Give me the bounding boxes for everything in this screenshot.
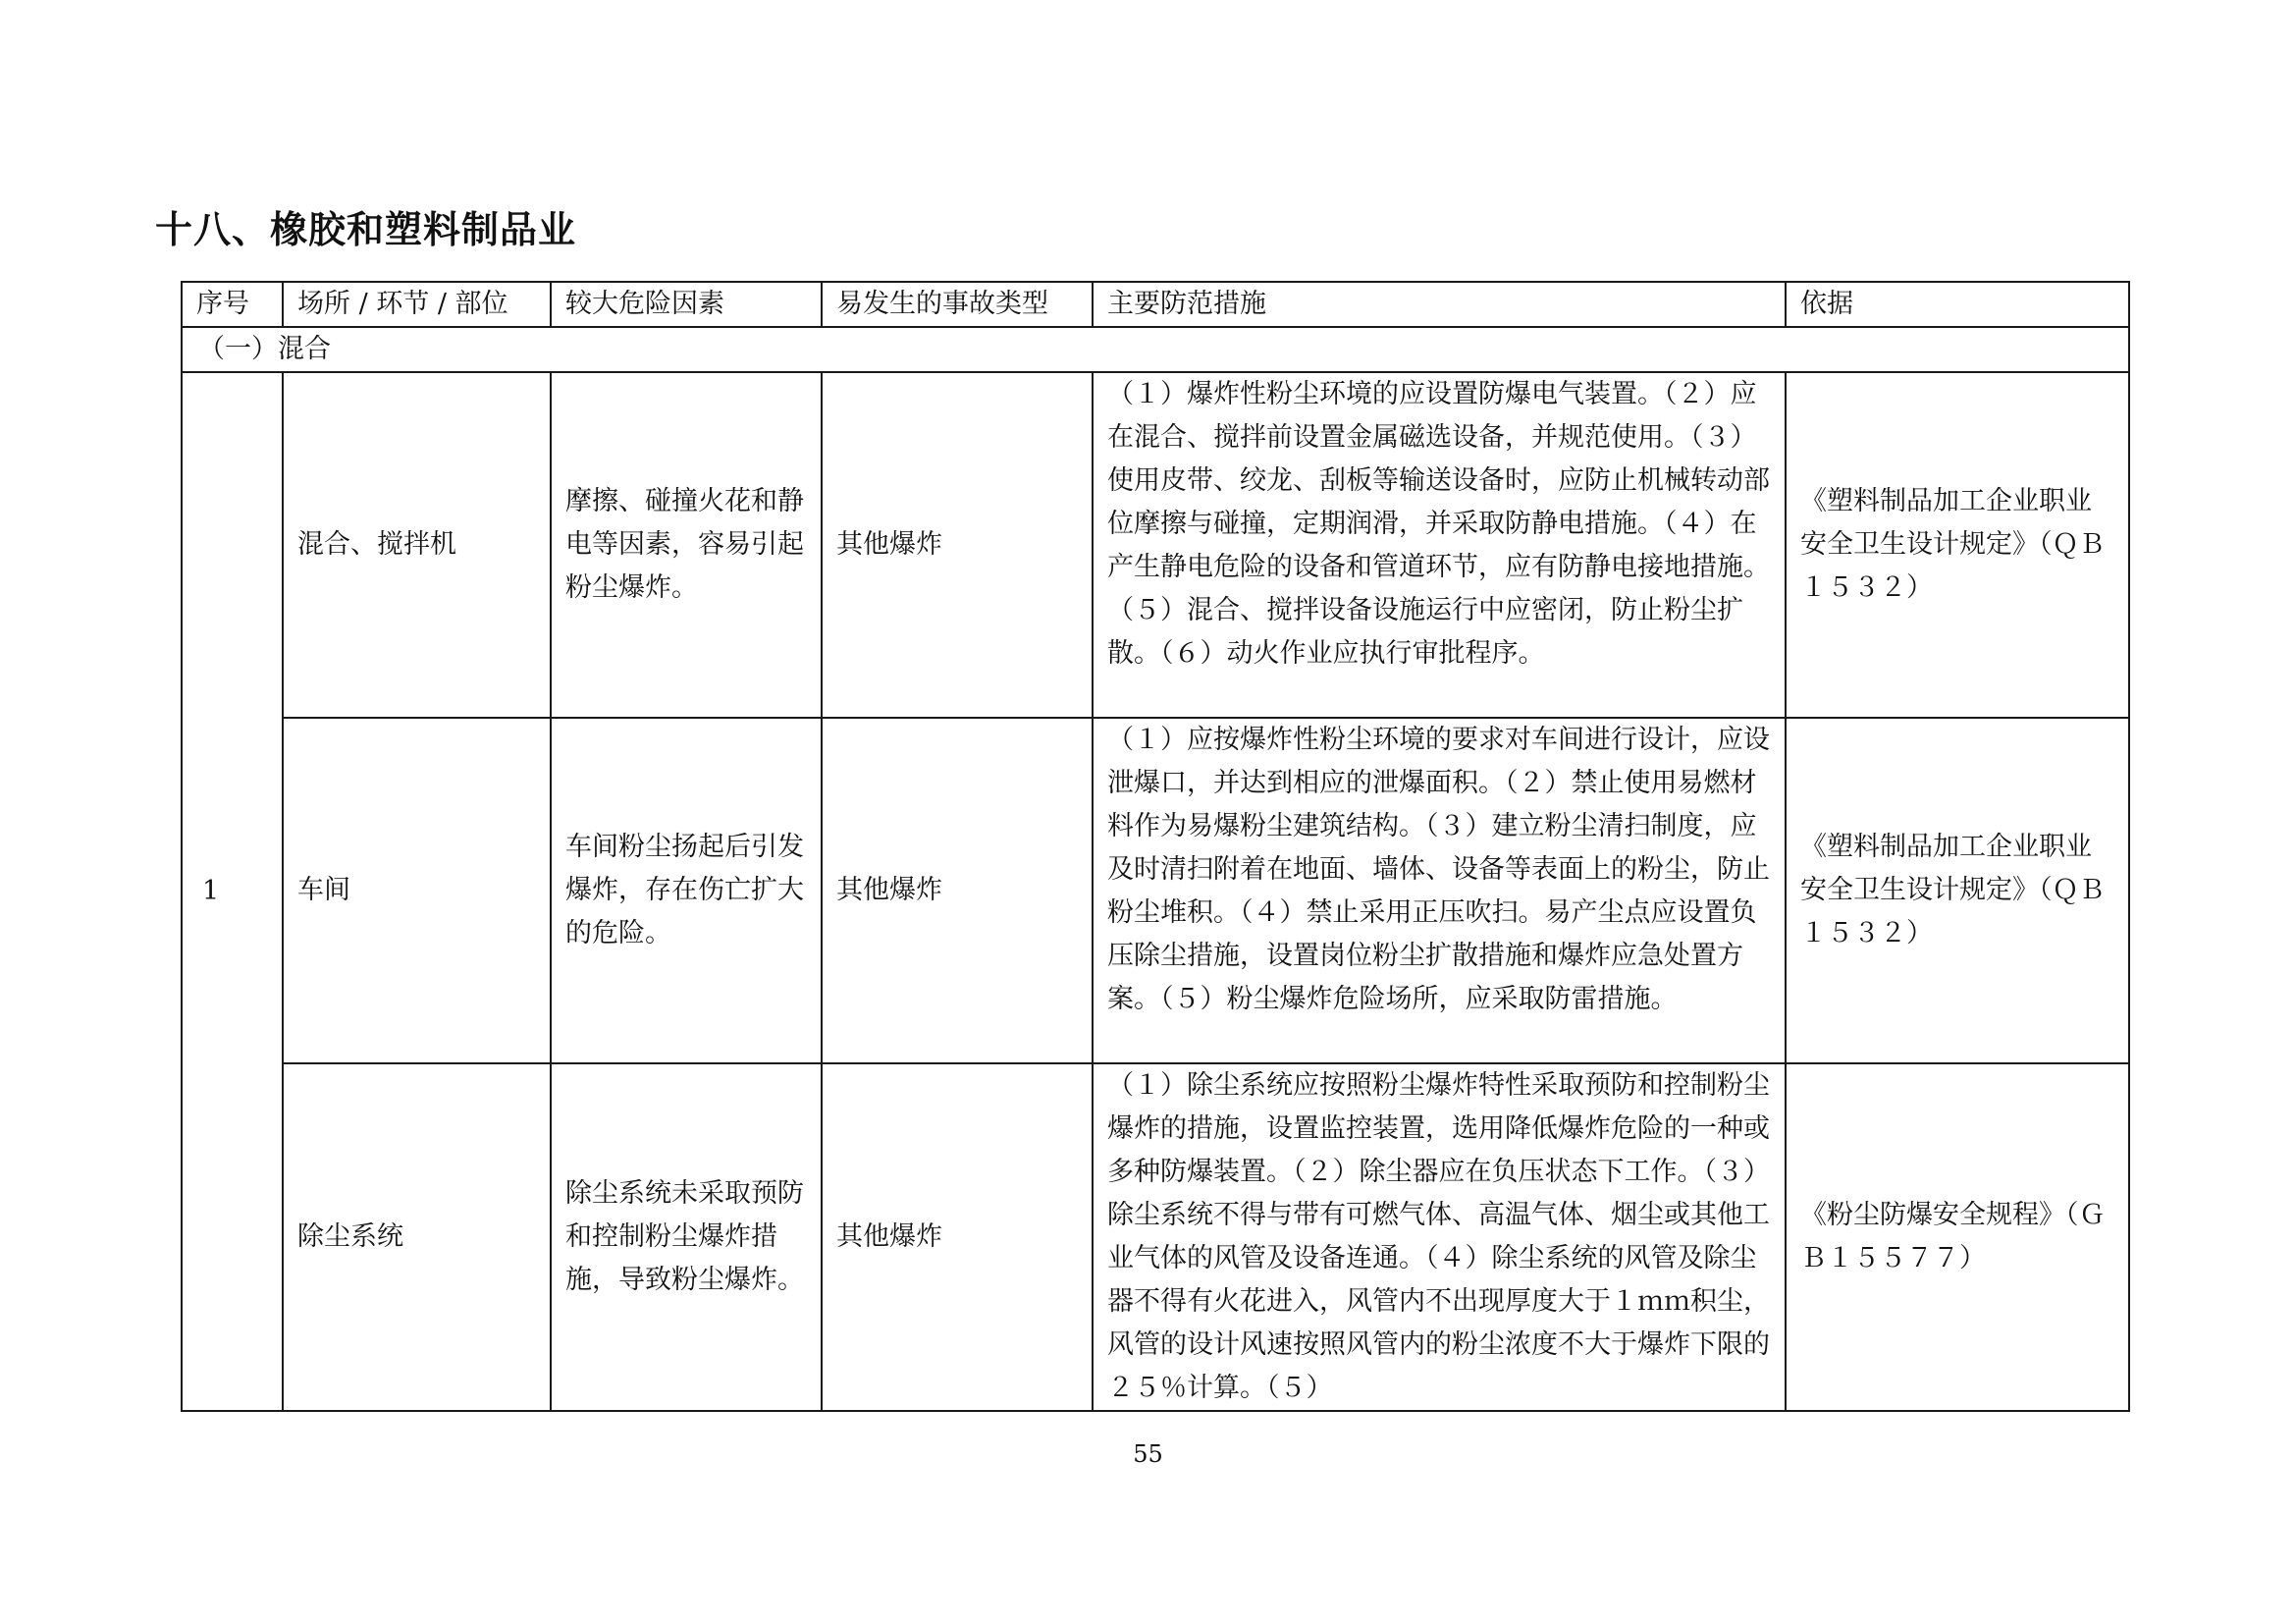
table-header-row [182, 282, 2129, 327]
page-number: 55 [1133, 1440, 1163, 1468]
table-row [182, 718, 2129, 1063]
place-cell: 混合、搅拌机 [283, 372, 551, 718]
measures-cell: （１）应按爆炸性粉尘环境的要求对车间进行设计，应设泄爆口，并达到相应的泄爆面积。（２）禁止使用易燃材料作为易爆粉尘建筑结构。（３）建立粉尘清扫制度，应及时清扫附着在地面、墙体、设备等表面上的粉尘，防止粉尘堆积。（４）禁止采用正压吹扫。易产尘点应设置负压除尘措施，设置岗位粉尘扩散措施和爆炸应急处置方案。（５）粉尘爆炸危险场所，应采取防雷措施。 [1093, 718, 1786, 1063]
basis-cell: 《塑料制品加工企业职业安全卫生设计规定》（ＱＢ１５３２） [1786, 718, 2129, 1063]
accident-type-cell: 其他爆炸 [822, 1063, 1093, 1411]
table-row [182, 372, 2129, 718]
group-number: 1 [182, 372, 283, 1411]
header-accident-type: 易发生的事故类型 [822, 282, 1093, 327]
hazard-cell: 除尘系统未采取预防和控制粉尘爆炸措施，导致粉尘爆炸。 [551, 1063, 822, 1411]
header-place: 场所 / 环节 / 部位 [283, 282, 551, 327]
basis-cell: 《粉尘防爆安全规程》（ＧＢ１５５７７） [1786, 1063, 2129, 1411]
place-cell: 车间 [283, 718, 551, 1063]
accident-type-cell: 其他爆炸 [822, 718, 1093, 1063]
page-title: 十八、橡胶和塑料制品业 [155, 208, 577, 251]
place-cell: 除尘系统 [283, 1063, 551, 1411]
accident-type-cell: 其他爆炸 [822, 372, 1093, 718]
section-row [182, 327, 2129, 372]
header-serial-number: 序号 [182, 282, 283, 327]
table-row [182, 1063, 2129, 1411]
hazard-cell: 摩擦、碰撞火花和静电等因素，容易引起粉尘爆炸。 [551, 372, 822, 718]
hazard-cell: 车间粉尘扬起后引发爆炸，存在伤亡扩大的危险。 [551, 718, 822, 1063]
measures-cell: （１）除尘系统应按照粉尘爆炸特性采取预防和控制粉尘爆炸的措施，设置监控装置，选用降低爆炸危险的一种或多种防爆装置。（２）除尘器应在负压状态下工作。（３）除尘系统不得与带有可燃气体、高温气体、烟尘或其他工业气体的风管及设备连通。（４）除尘系统的风管及除尘器不得有火花进入，风管内不出现厚度大于１ｍｍ积尘，风管的设计风速按照风管内的粉尘浓度不大于爆炸下限的２５％计算。（５） [1093, 1063, 1786, 1411]
basis-cell: 《塑料制品加工企业职业安全卫生设计规定》（ＱＢ１５３２） [1786, 372, 2129, 718]
hazard-table [181, 281, 2130, 1412]
measures-cell: （１）爆炸性粉尘环境的应设置防爆电气装置。（２）应在混合、搅拌前设置金属磁选设备，并规范使用。（３）使用皮带、绞龙、刮板等输送设备时，应防止机械转动部位摩擦与碰撞，定期润滑，并采取防静电措施。（４）在产生静电危险的设备和管道环节，应有防静电接地措施。（５）混合、搅拌设备设施运行中应密闭，防止粉尘扩散。（６）动火作业应执行审批程序。 [1093, 372, 1786, 718]
header-hazard-factor: 较大危险因素 [551, 282, 822, 327]
header-prevention-measures: 主要防范措施 [1093, 282, 1786, 327]
section-title: （一）混合 [182, 327, 2129, 372]
header-basis: 依据 [1786, 282, 2129, 327]
